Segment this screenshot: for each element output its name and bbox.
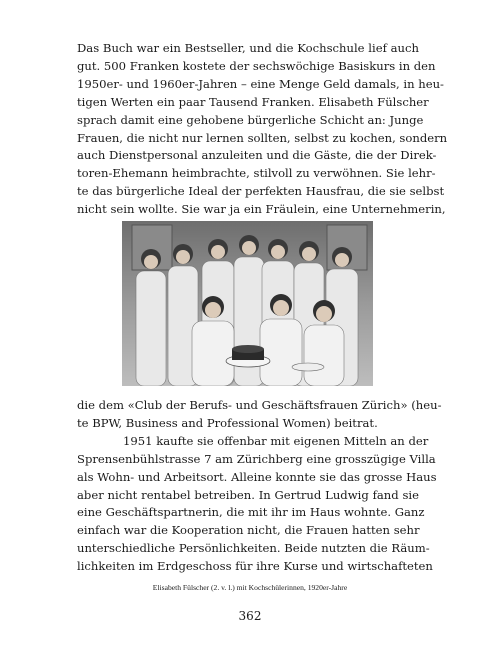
body-paragraph-1 [77,40,448,219]
text-line: tigen Werten ein paar Tausend Franken. Elisabeth Fülscher [77,94,429,109]
text-line: eine Geschäftspartnerin, die mit ihr im Haus wohnte. Ganz [77,505,425,520]
historical-photo [122,221,373,386]
text-line: die dem «Club der Berufs- und Geschäftsfrauen Zürich» (heu- [77,398,442,412]
body-paragraph-2 [77,397,442,576]
text-line: nicht sein wollte. Sie war ja ein Fräulein, eine Unternehmerin, [77,202,446,217]
text-line: 1950er- und 1960er-Jahren – eine Menge Geld damals, in heu- [77,76,444,91]
text-line: te das bürgerliche Ideal der perfekten Hausfrau, die sie selbst [77,184,445,199]
text-line: Sprensenbühlstrasse 7 am Zürichberg eine grosszügige Villa [77,451,436,466]
text-line: sprach damit eine gehobene bürgerliche Schicht an: Junge [77,112,424,127]
text-line: 1951 kaufte sie offenbar mit eigenen Mitteln an der [123,433,429,448]
text-line: toren-Ehemann heimbrachte, stilvoll zu verwöhnen. Sie lehr- [77,166,436,181]
photo-illustration [122,221,373,386]
text-line: te BPW, Business and Professional Women) beitrat. [77,415,378,430]
photo-caption: Elisabeth Fülscher (2. v. l.) mit Kochschülerinnen, 1920er-Jahre [152,583,348,592]
page-number: 362 [238,609,262,623]
text-line: als Wohn- und Arbeitsort. Alleine konnte sie das grosse Haus [77,469,437,484]
text-line: aber nicht rentabel betreiben. In Gertrud Ludwig fand sie [77,487,419,502]
text-line: gut. 500 Franken kostete der sechswöchige Basiskurs in den [77,58,436,73]
text-line: auch Dienstpersonal anzuleiten und die Gäste, die der Direk- [77,148,437,163]
text-line: Das Buch war ein Bestseller, und die Kochschule lief auch [77,41,419,55]
text-line: unterschiedliche Persönlichkeiten. Beide nutzten die Räum- [77,541,430,556]
text-line: einfach war die Kooperation nicht, die Frauen hatten sehr [77,523,420,538]
text-line: lichkeiten im Erdgeschoss für ihre Kurse und wirtschafteten [77,559,433,574]
text-line: Frauen, die nicht nur lernen sollten, selbst zu kochen, sondern [77,130,448,145]
